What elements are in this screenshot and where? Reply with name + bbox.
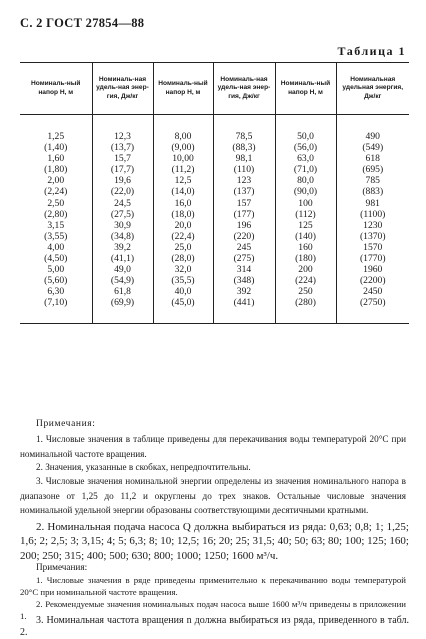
table-cell: (280) [295,297,316,309]
table-cell: (71,0) [293,164,318,176]
table-cell: 2,00 [47,175,65,187]
table-cell: (88,3) [232,142,256,154]
table-cell: (11,2) [171,164,195,176]
table-cell: (41,1) [110,253,135,265]
table-column [275,131,336,309]
table-cell: (28,0) [171,253,195,265]
table-cell: (9,00) [171,142,195,154]
table-cell: 981 [365,197,380,209]
table-cell: 618 [365,153,380,165]
table-cell: (18,0) [171,208,195,220]
table-cell: (112) [295,208,316,220]
table-cell: 100 [298,197,313,209]
table-column [153,131,213,309]
table-cell: (69,9) [110,297,135,309]
table-cell: (1,80) [44,164,68,176]
header-cell: Номиналь-ный напор H, м [275,63,336,115]
table-cell: 39,2 [114,241,131,253]
table-cell: 245 [236,241,252,253]
table-cell: 160 [298,241,313,253]
table-cell: (2,80) [44,208,68,220]
table-cell: (45,0) [171,297,195,309]
table-cell: (180) [295,253,316,265]
table-cell: 1960 [363,264,383,276]
table-cell: 78,5 [235,131,253,142]
table-cell: 8,00 [174,131,192,142]
table-cell: 123 [236,175,252,187]
table-body-row [20,131,409,309]
table-cell: 32,0 [174,264,192,276]
table-cell: 30,9 [114,219,131,231]
section-2-paragraph: 2. Номинальная подача насоса Q должна выбираться из ряда: 0,63; 0,8; 1; 1,25; 1,6; 2; 2,5; 3; 3,15; 4; 5; 6,3; 8; 10; 12,5; 16; 20; 25; 31,5; 40; 50; 63; 80; 100; 125; 160; 200; 250; 315; 400; 500; 630; 800; 1000; 1250; 1600 м³/ч. [20,521,409,562]
table-cell: 24,5 [114,197,131,209]
table-cell: (3,55) [44,230,68,242]
table-cell: (34,8) [110,230,135,242]
table-cell: 1230 [363,219,383,231]
table-cell: (177) [233,208,255,220]
table-cell: 314 [236,264,252,276]
table-cell: 200 [298,264,313,276]
table-cell: (2750) [359,297,386,309]
table-cell: 98,1 [235,153,253,165]
table-column [213,131,275,309]
table-cell: 63,0 [297,153,314,165]
page-header: С. 2 ГОСТ 27854—88 [20,16,145,30]
note-2-1: 1. Числовые значения в ряде приведены применительно к перекачиванию воды температурой 20°С при номинальной частоте вращения. [20,575,406,597]
table-cell: (13,7) [110,142,135,154]
table-cell: 392 [236,286,252,298]
table-cell: 5,00 [47,264,65,276]
table-cell: 6,30 [47,286,65,298]
table-cell: 785 [365,175,380,187]
table-cell: 15,7 [114,153,131,165]
table-cell: (220) [233,230,255,242]
header-cell: Номиналь-ный напор H, м [20,63,92,115]
table-cell: 196 [236,219,252,231]
table-cell: 2450 [363,286,383,298]
table-cell: (22,4) [171,230,195,242]
table-cell: (695) [362,164,384,176]
table-cell: (4,50) [44,253,68,265]
table-cell: (1370) [359,230,386,242]
note-2: 2. Значения, указанные в скобках, непредпочтительны. [36,462,251,472]
header-cell: Номиналь-ная удель-ная энер-гия, Дж/кг [92,63,153,115]
table-cell: (1,40) [44,142,68,154]
notes-title: Примечания: [36,419,96,429]
table-cell: (56,0) [293,142,318,154]
section-3-paragraph: 3. Номинальная частота вращения n должна выбираться из ряда, приведенного в табл. 2. [20,615,409,638]
table-cell: (17,7) [110,164,135,176]
table-cell: (224) [295,275,316,287]
table-cell: (883) [362,186,384,198]
table-cell: 12,5 [174,175,192,187]
table-cell: (441) [233,297,255,309]
table-cell: 20,0 [174,219,192,231]
table-cell: (1100) [360,208,386,220]
table-cell: 40,0 [174,286,192,298]
notes-title-2: Примечания: [36,562,88,572]
table-cell: (2200) [359,275,386,287]
note-2-2: 2. Рекомендуемые значения номинальных подач насоса выше 1600 м³/ч приведены в приложении 1. [20,599,406,621]
table-caption: Таблица 1 [337,44,406,58]
table-cell: (14,0) [171,186,195,198]
table-cell: 1570 [363,241,383,253]
table-cell: (137) [233,186,255,198]
table-cell: (110) [233,164,255,176]
table-cell: (2,24) [44,186,68,198]
table-cell: (1770) [359,253,386,265]
table-cell: 49,0 [114,264,131,276]
header-cell: Номиналь-ный напор H, м [153,63,213,115]
table-cell: (90,0) [293,186,318,198]
table-cell: (27,5) [110,208,135,220]
note-1: 1. Числовые значения в таблице приведены для перекачивания воды температурой 20°С при номинальной частоте вращения. [20,434,406,459]
table-cell: 16,0 [174,197,192,209]
table-cell: 1,60 [47,153,65,165]
table-cell: 3,15 [47,219,65,231]
table-cell: 250 [298,286,313,298]
table-cell: 80,0 [297,175,314,187]
table-column [92,131,153,309]
table-cell: 19,6 [114,175,131,187]
table-cell: 12,3 [114,131,131,142]
table-cell: 10,00 [172,153,194,165]
header-cell: Номиналь-ная удель-ная энер-гия, Дж/кг [213,63,275,115]
table-cell: 1,25 [47,131,65,142]
table-cell: (35,5) [171,275,195,287]
table-cell: (54,9) [110,275,135,287]
table-cell: (140) [295,230,316,242]
table-header-row [20,63,409,115]
table-cell: 25,0 [174,241,192,253]
table-cell: (22,0) [110,186,135,198]
table-cell: (5,60) [44,275,68,287]
table-cell: 157 [236,197,252,209]
table-cell: 4,00 [47,241,65,253]
header-cell: Номинальная удельная энергия, Дж/кг [336,63,409,115]
table-column [20,131,92,309]
table-cell: (7,10) [44,297,68,309]
table-cell: 50,0 [297,131,314,142]
nominal-head-energy-table [20,62,409,324]
note-3: 3. Числовые значения номинальной энергии определены из значения номинального напора в диапазоне от 1,25 до 11,2 и округлены до трех знаков. Остальные числовые значения номинальной удельной энергии образованы соответствующими десятичными кратными. [20,476,406,515]
table-cell: (348) [233,275,255,287]
table-cell: 490 [365,131,380,142]
table-cell: (275) [233,253,255,265]
table-column [336,131,409,309]
table-cell: (549) [362,142,384,154]
table-cell: 2,50 [47,197,65,209]
table-cell: 61,8 [114,286,131,298]
table-cell: 125 [298,219,313,231]
